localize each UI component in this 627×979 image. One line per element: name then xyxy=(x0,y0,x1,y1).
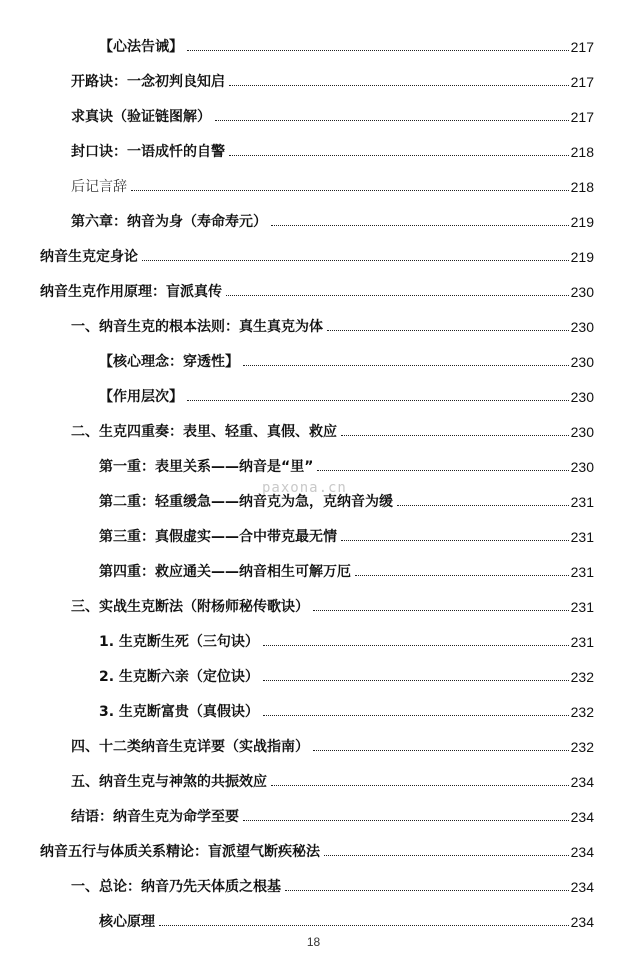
toc-entry-page: 231 xyxy=(570,634,594,650)
dot-leader xyxy=(271,784,569,786)
toc-entry xyxy=(40,275,594,301)
dot-leader xyxy=(131,189,569,191)
toc-entry-title: 第三重：真假虚实——合中带克最无情 xyxy=(99,529,337,545)
toc-entry xyxy=(71,65,594,91)
toc-entry-page: 234 xyxy=(570,914,594,930)
toc-entry-title: 【核心理念：穿透性】 xyxy=(99,354,239,370)
toc-entry xyxy=(99,555,594,581)
dot-leader xyxy=(187,49,569,51)
toc-entry-title: 结语：纳音生克为命学至要 xyxy=(71,809,239,825)
toc-entry-title: 五、纳音生克与神煞的共振效应 xyxy=(71,774,267,790)
toc-entry-page: 230 xyxy=(570,389,594,405)
toc-entry-page: 218 xyxy=(570,144,594,160)
dot-leader xyxy=(215,119,569,121)
dot-leader xyxy=(313,609,569,611)
toc-entry-title: 3. 生克断富贵（真假诀） xyxy=(99,704,259,720)
page-number: 18 xyxy=(306,935,321,949)
dot-leader xyxy=(263,644,569,646)
toc-entry-page: 231 xyxy=(570,564,594,580)
toc-entry-title: 第二重：轻重缓急——纳音克为急，克纳音为缓 xyxy=(99,494,393,510)
toc-entry xyxy=(99,625,594,651)
toc-entry-page: 234 xyxy=(570,844,594,860)
toc-entry xyxy=(99,695,594,721)
dot-leader xyxy=(243,364,569,366)
dot-leader xyxy=(313,749,569,751)
toc-entry-page: 232 xyxy=(570,704,594,720)
toc-entry-title: 四、十二类纳音生克详要（实战指南） xyxy=(71,739,309,755)
dot-leader xyxy=(263,714,569,716)
toc-entry xyxy=(71,170,594,196)
toc-entry-page: 230 xyxy=(570,424,594,440)
dot-leader xyxy=(159,924,569,926)
toc-entry-title: 2. 生克断六亲（定位诀） xyxy=(99,669,259,685)
toc-entry-page: 230 xyxy=(570,354,594,370)
toc-entry-page: 231 xyxy=(570,599,594,615)
toc-entry xyxy=(99,380,594,406)
toc-entry xyxy=(40,240,594,266)
toc-entry xyxy=(71,310,594,336)
dot-leader xyxy=(243,819,569,821)
toc-entry-title: 纳音生克定身论 xyxy=(40,249,138,265)
toc-entry-page: 230 xyxy=(570,319,594,335)
toc-entry-title: 一、总论：纳音乃先天体质之根基 xyxy=(71,879,281,895)
toc-entry-page: 234 xyxy=(570,879,594,895)
toc-entry-page: 219 xyxy=(570,214,594,230)
dot-leader xyxy=(229,84,569,86)
toc-entry-title: 第四重：救应通关——纳音相生可解万厄 xyxy=(99,564,351,580)
toc-entry xyxy=(71,730,594,756)
toc-entry-page: 232 xyxy=(570,669,594,685)
toc-entry-title: 封口诀：一语成忏的自警 xyxy=(71,144,225,160)
toc-entry-page: 217 xyxy=(570,109,594,125)
dot-leader xyxy=(317,469,568,471)
toc-entry-page: 231 xyxy=(570,494,594,510)
toc-entry-title: 第六章：纳音为身（寿命寿元） xyxy=(71,214,267,230)
toc-entry-page: 231 xyxy=(570,529,594,545)
toc-entry-title: 【作用层次】 xyxy=(99,389,183,405)
toc-entry-page: 217 xyxy=(570,74,594,90)
toc-entry-page: 230 xyxy=(570,284,594,300)
toc-entry-page: 217 xyxy=(570,39,594,55)
toc-entry xyxy=(40,835,594,861)
toc-entry xyxy=(99,30,594,56)
toc-entry xyxy=(71,135,594,161)
toc-entry-title: 纳音生克作用原理：盲派真传 xyxy=(40,284,222,300)
toc-entry xyxy=(71,205,594,231)
dot-leader xyxy=(327,329,569,331)
dot-leader xyxy=(285,889,569,891)
dot-leader xyxy=(397,504,569,506)
toc-entry-title: 第一重：表里关系——纳音是“里” xyxy=(99,459,314,475)
toc-entry-title: 核心原理 xyxy=(99,914,155,930)
toc-entry xyxy=(71,100,594,126)
toc-entry-title: 开路诀：一念初判良知启 xyxy=(71,74,225,90)
dot-leader xyxy=(187,399,569,401)
dot-leader xyxy=(355,574,569,576)
watermark-text: paxona.cn xyxy=(262,480,347,496)
toc-entry xyxy=(99,660,594,686)
dot-leader xyxy=(271,224,569,226)
toc-entry-title: 一、纳音生克的根本法则：真生真克为体 xyxy=(71,319,323,335)
toc-entry-title: 三、实战生克断法（附杨师秘传歌诀） xyxy=(71,599,309,615)
toc-entry-page: 234 xyxy=(570,774,594,790)
toc-entry xyxy=(99,520,594,546)
dot-leader xyxy=(263,679,569,681)
toc-entry-title: 二、生克四重奏：表里、轻重、真假、救应 xyxy=(71,424,337,440)
toc-entry-page: 234 xyxy=(570,809,594,825)
toc-entry-title: 1. 生克断生死（三句诀） xyxy=(99,634,259,650)
toc-entry xyxy=(99,905,594,931)
toc-entry-title: 纳音五行与体质关系精论：盲派望气断疾秘法 xyxy=(40,844,320,860)
dot-leader xyxy=(341,539,569,541)
toc-entry-title: 后记言辞 xyxy=(71,179,127,195)
toc-entry-title: 求真诀（验证链图解） xyxy=(71,109,211,125)
toc-entry xyxy=(71,765,594,791)
dot-leader xyxy=(142,259,569,261)
toc-entry-page: 218 xyxy=(570,179,594,195)
toc-entry-title: 【心法告诫】 xyxy=(99,39,183,55)
dot-leader xyxy=(341,434,569,436)
dot-leader xyxy=(226,294,569,296)
dot-leader xyxy=(229,154,569,156)
toc-entry xyxy=(71,415,594,441)
dot-leader xyxy=(324,854,569,856)
toc-entry-page: 230 xyxy=(570,459,594,475)
toc-entry xyxy=(99,345,594,371)
toc-entry xyxy=(71,870,594,896)
toc-entry xyxy=(71,590,594,616)
toc-entry-page: 219 xyxy=(570,249,594,265)
toc-entry-page: 232 xyxy=(570,739,594,755)
toc-entry xyxy=(99,450,594,476)
toc-entry xyxy=(71,800,594,826)
